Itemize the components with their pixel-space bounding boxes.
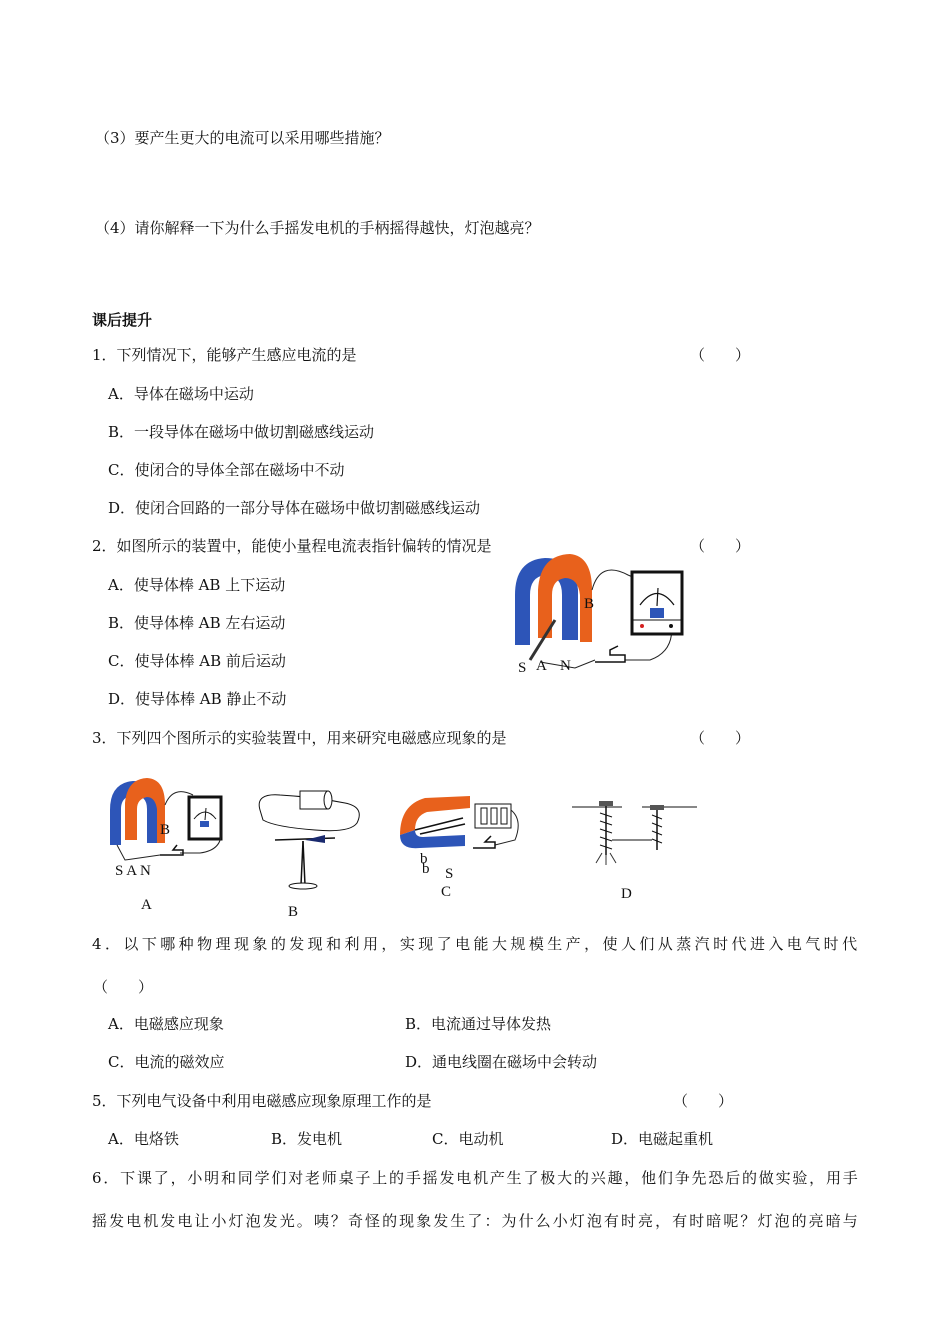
q1-option-b: B．一段导体在磁场中做切割磁感线运动 [108,423,375,441]
q4-stem: 4．以下哪种物理现象的发现和利用，实现了电能大规模生产，使人们从蒸汽时代进入电气时代 [92,935,858,953]
q5-option-a: A．电烙铁 [108,1130,179,1148]
q2-option-d: D．使导体棒 AB 静止不动 [108,690,287,708]
figa-caption: A [141,897,152,913]
figc-label-b1: b [420,851,428,867]
q2-stem: 2．如图所示的装置中，能使小量程电流表指针偏转的情况是 [92,537,492,555]
fig2-label-b: B [584,596,595,612]
q2-option-c: C．使导体棒 AB 前后运动 [108,652,286,670]
q3-figure-d [572,795,702,905]
q3-figure-b [255,785,375,925]
q4-option-b: B．电流通过导体发热 [405,1015,552,1033]
q1-option-d: D．使闭合回路的一部分导体在磁场中做切割磁感线运动 [108,499,481,517]
fig2-label-s: S [518,660,527,676]
q1-option-c: C．使闭合的导体全部在磁场中不动 [108,461,345,479]
q1-answer-bracket[interactable]: （ ） [690,346,751,364]
q2-answer-bracket[interactable]: （ ） [690,537,751,555]
q1-stem: 1．下列情况下，能够产生感应电流的是 [92,346,357,364]
q2-option-a: A．使导体棒 AB 上下运动 [108,576,286,594]
q6-line-2: 摇发电机发电让小灯泡发光。咦？奇怪的现象发生了：为什么小灯泡有时亮，有时暗呢？灯泡的亮暗与 [92,1212,858,1230]
q3-figure-a [105,775,235,915]
q2-figure [500,550,700,680]
q4-option-d: D．通电线圈在磁场中会转动 [405,1053,598,1071]
q2-option-b: B．使导体棒 AB 左右运动 [108,614,286,632]
q4-option-a: A．电磁感应现象 [108,1015,224,1033]
figa-label-b: B [160,822,171,838]
figd-caption: D [621,886,632,902]
q4-option-c: C．电流的磁效应 [108,1053,225,1071]
q4-answer-bracket[interactable]: （ ） [93,978,154,996]
figc-label-s: S [445,866,454,882]
figc-caption: C [441,884,452,900]
q5-option-b: B．发电机 [271,1130,343,1148]
q5-option-c: C．电动机 [432,1130,504,1148]
fig2-label-a: A [536,658,547,674]
q1-option-a: A．导体在磁场中运动 [108,385,254,403]
q3-figure-c [395,790,535,910]
section-title: 课后提升 [92,311,153,329]
q5-option-d: D．电磁起重机 [611,1130,714,1148]
q3-stem: 3．下列四个图所示的实验装置中，用来研究电磁感应现象的是 [92,729,507,747]
figa-label-san: S A N [115,863,151,879]
q6-line-1: 6．下课了，小明和同学们对老师桌子上的手摇发电机产生了极大的兴趣，他们争先恐后的做实验，用手 [92,1169,858,1187]
question-3-prev: （3）要产生更大的电流可以采用哪些措施？ [95,129,390,147]
switch-icon [473,836,495,848]
q5-stem: 5．下列电气设备中利用电磁感应现象原理工作的是 [92,1092,432,1110]
switch-icon [160,845,183,855]
q5-answer-bracket[interactable]: （ ） [673,1092,734,1110]
q3-answer-bracket[interactable]: （ ） [690,729,751,747]
figc-label-b2: b [422,861,430,877]
question-4-prev: （4）请你解释一下为什么手摇发电机的手柄摇得越快，灯泡越亮？ [95,219,540,237]
figb-caption: B [288,904,299,920]
fig2-label-n: N [560,658,571,674]
switch-icon [595,646,625,662]
